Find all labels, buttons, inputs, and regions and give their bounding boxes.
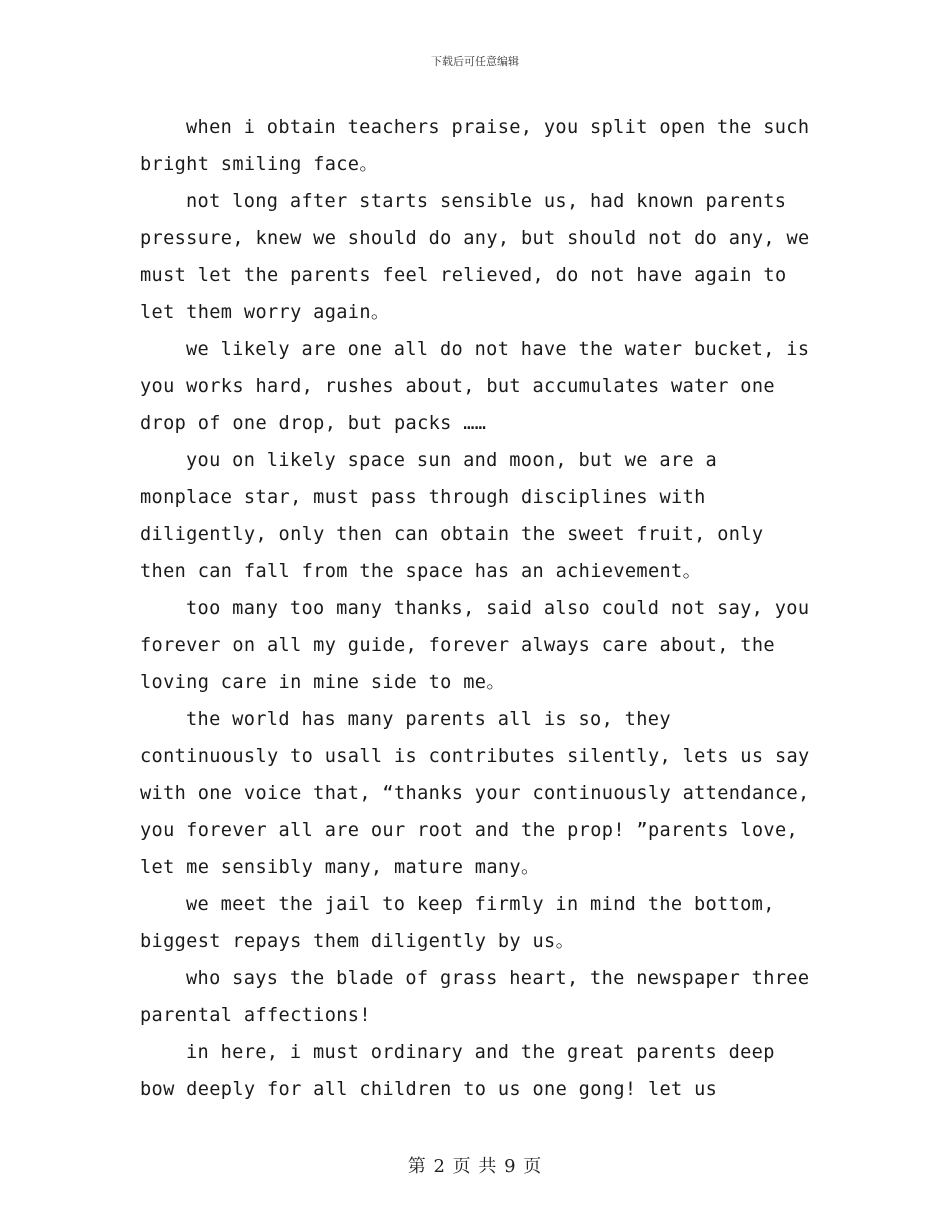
paragraph: not long after starts sensible us, had known parents pressure, knew we should do any, but should not do any, we must let the parents feel relieved, do not have again to let them worry again。 [140, 191, 810, 323]
page-number-footer: 第 2 页 共 9 页 [407, 1156, 543, 1177]
paragraph: in here, i must ordinary and the great parents deep bow deeply for all children to us one gong! let us [140, 1042, 775, 1100]
document-body [140, 109, 812, 1108]
paragraph: who says the blade of grass heart, the newspaper three parental affections! [140, 968, 810, 1026]
paragraph: the world has many parents all is so, they continuously to usall is contributes silently, lets us say with one voice that, “thanks your continuously attendance, you forever all are our root and the prop! ”parents love, let me sensibly many, mature many。 [140, 709, 810, 878]
paragraph: we likely are one all do not have the water bucket, is you works hard, rushes about, but accumulates water one drop of one drop, but packs …… [140, 339, 810, 434]
page-header-note: 下载后可任意编辑 [431, 55, 519, 68]
paragraph: too many too many thanks, said also could not say, you forever on all my guide, forever always care about, the loving care in mine side to me。 [140, 598, 810, 693]
paragraph: you on likely space sun and moon, but we are a monplace star, must pass through disciplines with diligently, only then can obtain the sweet fruit, only then can fall from the space has an achievement。 [140, 450, 764, 582]
paragraph: we meet the jail to keep firmly in mind the bottom, biggest repays them diligently by us。 [140, 894, 775, 952]
paragraph: when i obtain teachers praise, you split open the such bright smiling face。 [140, 117, 810, 175]
